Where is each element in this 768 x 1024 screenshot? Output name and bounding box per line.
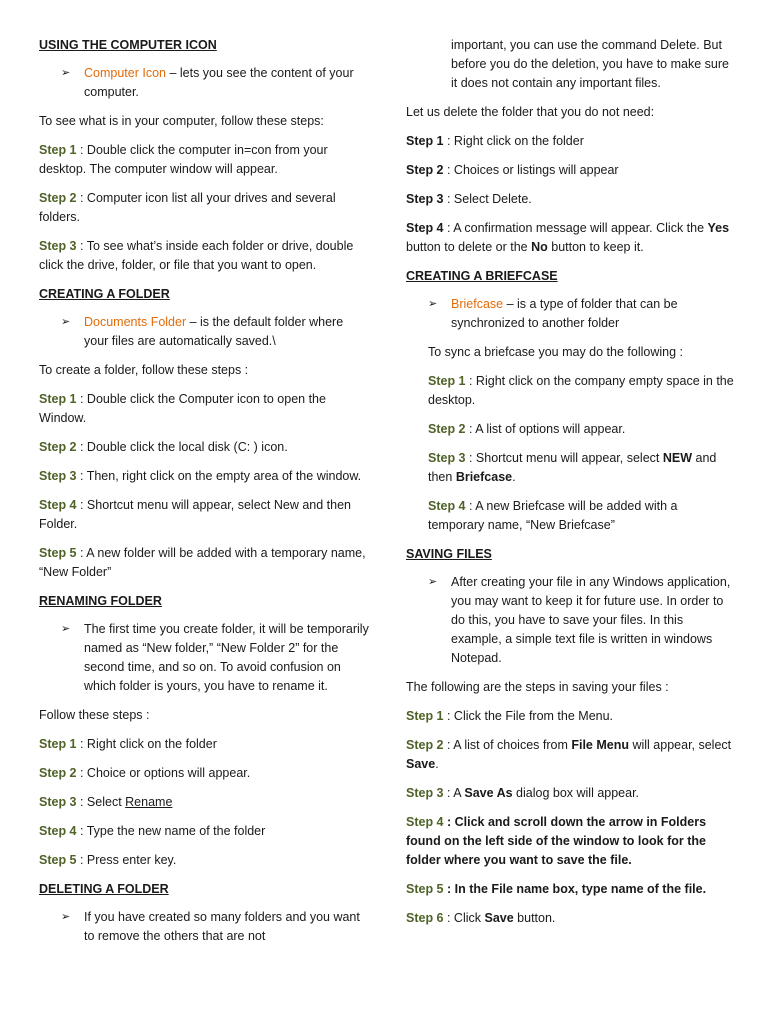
step-label: Step 1 — [39, 392, 77, 406]
step-text: : Click — [443, 911, 485, 925]
step-text: : A — [443, 786, 465, 800]
section-renaming-folder — [39, 592, 369, 870]
step-label: Step 3 — [406, 192, 444, 206]
step-item — [39, 237, 369, 275]
step-item — [406, 132, 736, 151]
step-item — [406, 813, 736, 870]
step-label: Step 2 — [406, 163, 444, 177]
step-text: : Then, right click on the empty area of the window. — [76, 469, 362, 483]
step-label: Step 2 — [428, 422, 466, 436]
step-label: Step 2 — [39, 191, 77, 205]
step-text: . — [512, 470, 516, 484]
step-text: : Right click on the company empty space in the desktop. — [428, 374, 734, 407]
step-item — [428, 449, 736, 487]
step-text: : Double click the Computer icon to open the Window. — [39, 392, 326, 425]
step-text: : A new Briefcase will be added with a temporary name, “New Briefcase” — [428, 499, 678, 532]
arrow-bullet-icon: ➢ — [428, 576, 438, 588]
bullet-continuation: important, you can use the command Delete. But before you do the deletion, you have to make sure it does not contain any important files. — [451, 38, 729, 90]
step-item — [406, 880, 736, 899]
arrow-bullet-icon: ➢ — [61, 623, 71, 635]
step-text: : Choices or listings will appear — [443, 163, 619, 177]
rename-underlined: Rename — [125, 795, 173, 809]
step-text: : A new folder will be added with a temporary name, “New Folder” — [39, 546, 366, 579]
section-heading: SAVING FILES — [406, 547, 492, 561]
step-label: Step 3 — [428, 451, 466, 465]
step-text: : Select — [76, 795, 126, 809]
step-text: : Select Delete. — [443, 192, 532, 206]
step-label: Step 3 — [406, 786, 444, 800]
step-label: Step 5 — [406, 882, 444, 896]
section-heading: RENAMING FOLDER — [39, 594, 162, 608]
bullet-text: The first time you create folder, it will be temporarily named as “New folder,” “New Folder 2” for the second time, and so on. To avoid confusion on which folder is yours, you have to rename it. — [84, 622, 369, 693]
step-text: button to keep it. — [547, 240, 644, 254]
step-label: Step 6 — [406, 911, 444, 925]
bullet-text: If you have created so many folders and you want to remove the others that are not — [84, 910, 360, 943]
step-label: Step 3 — [39, 239, 77, 253]
step-label: Step 4 — [39, 824, 77, 838]
save-as-keyword: Save As — [464, 786, 513, 800]
step-text: : Shortcut menu will appear, select New and then Folder. — [39, 498, 351, 531]
step-label: Step 4 — [406, 815, 444, 829]
step-item — [39, 735, 369, 754]
arrow-bullet-icon: ➢ — [61, 67, 71, 79]
term-highlight: Briefcase — [451, 297, 504, 311]
term-highlight: Computer Icon — [84, 66, 166, 80]
step-text: : A list of options will appear. — [465, 422, 626, 436]
bullet-text: After creating your file in any Windows application, you may want to keep it for future use. In order to do this, you have to save your files. In this example, a simple text file is written in windows Notepad. — [451, 575, 731, 665]
bullet-item — [406, 573, 736, 668]
step-item — [39, 390, 369, 428]
section-saving-files — [406, 545, 736, 928]
arrow-bullet-icon: ➢ — [428, 298, 438, 310]
step-text: : Computer icon list all your drives and several folders. — [39, 191, 336, 224]
section-creating-folder — [39, 285, 369, 582]
step-label: Step 5 — [39, 853, 77, 867]
step-label: Step 1 — [39, 143, 77, 157]
step-item — [39, 851, 369, 870]
step-item — [39, 544, 369, 582]
step-item — [39, 189, 369, 227]
step-text: : In the File name box, type name of the file. — [443, 882, 707, 896]
step-text: . — [435, 757, 439, 771]
section-heading: CREATING A BRIEFCASE — [406, 269, 558, 283]
step-text: dialog box will appear. — [512, 786, 640, 800]
section-creating-briefcase — [406, 267, 736, 535]
step-text: : Right click on the folder — [443, 134, 584, 148]
bullet-text: – is a type of folder that can be synchronized to another folder — [451, 297, 678, 330]
section-deleting-folder-cont — [406, 36, 736, 257]
step-text: will appear, select — [629, 738, 732, 752]
arrow-bullet-icon: ➢ — [61, 911, 71, 923]
step-label: Step 5 — [39, 546, 77, 560]
step-item — [406, 707, 736, 726]
intro-text: The following are the steps in saving your files : — [406, 680, 669, 694]
step-item — [428, 420, 736, 439]
step-item — [406, 784, 736, 803]
step-text: : A confirmation message will appear. Click the — [443, 221, 708, 235]
section-deleting-folder — [39, 880, 369, 946]
bullet-item — [406, 295, 736, 333]
step-label: Step 2 — [39, 440, 77, 454]
bullet-text: – lets you see the content of your computer. — [84, 66, 354, 99]
step-text: : Shortcut menu will appear, select — [465, 451, 663, 465]
step-item — [406, 909, 736, 928]
step-label: Step 1 — [406, 134, 444, 148]
step-label: Step 2 — [39, 766, 77, 780]
new-keyword: NEW — [662, 451, 693, 465]
step-text: : To see what’s inside each folder or drive, double click the drive, folder, or file that you want to open. — [39, 239, 354, 272]
step-label: Step 1 — [428, 374, 466, 388]
step-text: : Right click on the folder — [76, 737, 217, 751]
section-heading: USING THE COMPUTER ICON — [39, 38, 217, 52]
step-item — [39, 438, 369, 457]
step-label: Step 3 — [39, 469, 77, 483]
step-item — [428, 372, 736, 410]
step-item — [406, 190, 736, 209]
step-label: Step 4 — [428, 499, 466, 513]
step-label: Step 1 — [406, 709, 444, 723]
step-text: : Click and scroll down the arrow in Folders found on the left side of the window to look for the folder where you want to save the file. — [406, 815, 707, 867]
step-item — [39, 467, 369, 486]
bullet-item — [39, 620, 369, 696]
step-item — [428, 497, 736, 535]
intro-text: Follow these steps : — [39, 708, 150, 722]
intro-text: Let us delete the folder that you do not need: — [406, 105, 655, 119]
save-keyword: Save — [406, 757, 436, 771]
intro-text: To see what is in your computer, follow these steps: — [39, 114, 324, 128]
save-keyword: Save — [484, 911, 514, 925]
step-text: : Press enter key. — [76, 853, 177, 867]
step-text: : Choice or options will appear. — [76, 766, 251, 780]
step-text: button. — [513, 911, 556, 925]
step-item — [39, 793, 369, 812]
intro-text: To create a folder, follow these steps : — [39, 363, 249, 377]
step-label: Step 2 — [406, 738, 444, 752]
step-label: Step 3 — [39, 795, 77, 809]
right-column — [406, 36, 736, 938]
step-label: Step 4 — [406, 221, 444, 235]
step-text: : Double click the computer in=con from your desktop. The computer window will appear. — [39, 143, 328, 176]
step-text: button to delete or the — [406, 240, 532, 254]
no-keyword: No — [531, 240, 548, 254]
section-heading: CREATING A FOLDER — [39, 287, 170, 301]
step-item — [39, 496, 369, 534]
step-text: : Click the File from the Menu. — [443, 709, 614, 723]
step-item — [39, 822, 369, 841]
intro-text: To sync a briefcase you may do the following : — [428, 345, 683, 359]
file-menu-keyword: File Menu — [571, 738, 629, 752]
bullet-item — [39, 64, 369, 102]
step-text: : A list of choices from — [443, 738, 572, 752]
step-label: Step 1 — [39, 737, 77, 751]
yes-keyword: Yes — [707, 221, 730, 235]
term-highlight: Documents Folder — [84, 315, 187, 329]
step-item — [39, 764, 369, 783]
step-label: Step 4 — [39, 498, 77, 512]
step-item — [406, 161, 736, 180]
bullet-text: – is the default folder where your files are automatically saved.\ — [84, 315, 344, 348]
step-item — [406, 736, 736, 774]
briefcase-keyword: Briefcase — [455, 470, 513, 484]
section-computer-icon — [39, 36, 369, 275]
arrow-bullet-icon: ➢ — [61, 316, 71, 328]
step-text: : Type the new name of the folder — [76, 824, 266, 838]
left-column — [39, 36, 369, 956]
step-text: and then — [428, 451, 717, 484]
step-item — [406, 219, 736, 257]
bullet-item — [39, 313, 369, 351]
bullet-item — [39, 908, 369, 946]
step-text: : Double click the local disk (C: ) icon. — [76, 440, 288, 454]
section-heading: DELETING A FOLDER — [39, 882, 169, 896]
step-item — [39, 141, 369, 179]
